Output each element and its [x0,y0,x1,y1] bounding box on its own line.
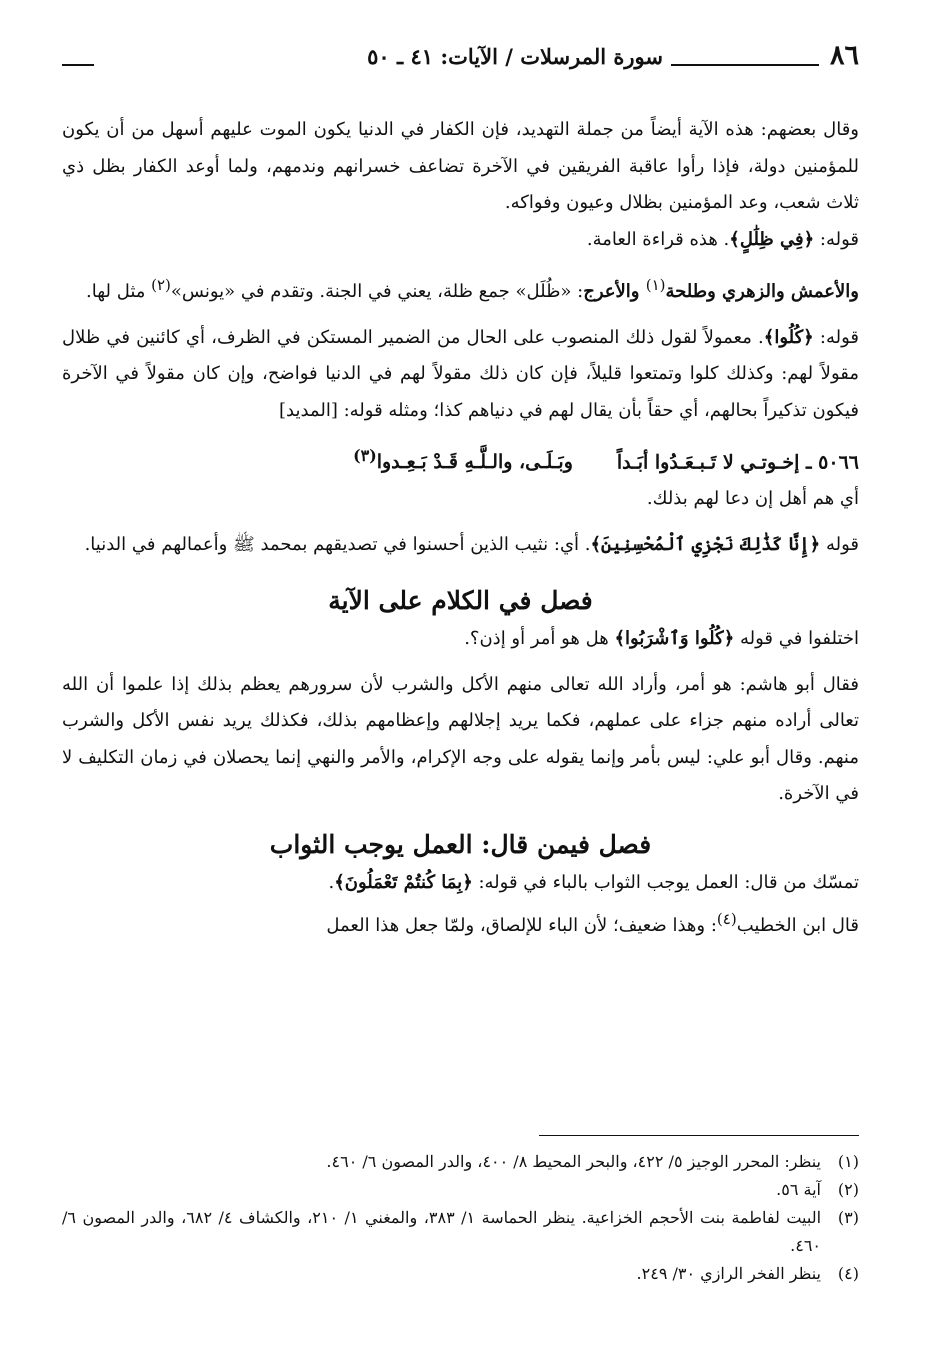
quran-quote: ﴿إِنَّا كَذَٰلِكَ نَجْزِي ٱلْمُحْسِنِينَ﴾ [590,533,821,555]
footnote-ref-2: (٢) [151,276,171,294]
footnote [62,1204,859,1260]
paragraph-5: أي هم أهل إن دعا لهم بذلك. [646,488,859,510]
quran-quote: ﴿كُلُوا وَٱشْرَبُوا﴾ [614,628,735,650]
footnote-ref-4: (٤) [716,910,737,929]
footnote-text: آية ٥٦. [776,1180,821,1199]
paragraph-3: والأعمش والزهري وطلحة$^{(١)}$ والأعرج: «ظُلَل» جمع ظلة، يعني في الجنة. وتقدم في «يونس»$^{(٢)}$ مثل لها. [85,276,859,302]
paragraph-10: قال ابن الخطيب$^{(٤)}$: وهذا ضعيف؛ لأن الباء للإلصاق، ولمّا جعل هذا العمل [326,910,859,937]
running-header [62,38,859,78]
quran-quote: ﴿بِمَا كُنتُمْ تَعْمَلُونَ﴾ [334,871,473,893]
section-heading-1: فصل في الكلام على الآية [328,586,593,616]
footnote-number: (١) [837,1152,859,1171]
footnotes [62,1148,859,1288]
footnote-number: (٣) [837,1208,859,1227]
footnote-text: ينظر: المحرر الوجيز ٥/ ٤٢٢، والبحر المحيط ٨/ ٤٠٠، والدر المصون ٦/ ٤٦٠. [326,1152,821,1171]
footnote-separator [539,1135,859,1136]
main-text [62,112,859,945]
header-rule [671,64,819,66]
header-title: سورة المرسلات / الآيات: ٤١ ـ ٥٠ [367,44,663,69]
paragraph-1: وقال بعضهم: هذه الآية أيضاً من جملة التهديد، فإن الكفار في الدنيا يكون الموت عليهم أسهل من أن يكون للمؤمنين دولة، فإذا رأوا عاقبة الفريقين في الآخرة تضاعف خسرانهم وندمهم، ولما أوعد الكفار بظل ذي ثلاث شعب، وعد المؤمنين بظلال وعيون وفواكه. [62,119,859,213]
paragraph-8: فقال أبو هاشم: هو أمر، وأراد الله تعالى منهم الأكل والشرب لأن سرورهم يعظم بذلك إذا علموا أن الله تعالى أراده منهم جزاء على عملهم، فكما يريد إجلالهم وإعظامهم بذلك، فكذلك يريد نفس الأكل والشرب منهم. وقال أبو علي: ليس بأمر وإنما يقوله على وجه الإكرام، والأمر والنهي إنما يحصلان في زمان التكليف لا في الآخرة. [62,673,859,805]
footnote [62,1148,859,1176]
verse-second-hemistich: وبَـلَـى، والـلَّـهِ قَـدْ بَـعِـدوا [376,451,573,474]
footnote-ref-3: (٣) [353,446,377,465]
section-heading-2: فصل فيمن قال: العمل يوجب الثواب [269,829,652,859]
paragraph-9: تمسّك من قال: العمل يوجب الثواب بالباء في قوله: ﴿بِمَا كُنتُمْ تَعْمَلُونَ﴾. [328,871,859,893]
paragraph-6: قوله ﴿إِنَّا كَذَٰلِكَ نَجْزِي ٱلْمُحْسِنِينَ﴾. أي: نثيب الذين أحسنوا في تصديقهم بمحمد ﷺ وأعمالهم في الدنيا. [84,533,859,555]
quran-quote: ﴿فِي ظِلَٰلٍ﴾ [729,228,815,250]
footnote-number: (٤) [837,1264,859,1283]
footnote-text: البيت لفاطمة بنت الأحجم الخزاعية. ينظر الحماسة ١/ ٣٨٣، والمغني ١/ ٢١٠، والكشاف ٤/ ٦٨٢، والدر المصون ٦/ ٤٦٠. [62,1208,822,1255]
quran-quote: ﴿كُلُوا﴾ [763,326,814,348]
paragraph-7: اختلفوا في قوله ﴿كُلُوا وَٱشْرَبُوا﴾ هل هو أمر أو إذن؟. [464,628,859,650]
header-rule-end [62,64,94,66]
footnote [62,1176,859,1204]
paragraph-2: قوله: ﴿فِي ظِلَٰلٍ﴾. هذه قراءة العامة. [586,228,859,250]
page-number: ٨٦ [829,40,859,71]
paragraph-4: قوله: ﴿كُلُوا﴾. معمولاً لقول ذلك المنصوب على الحال من الضمير المستكن في الظرف، أي كائنين في ظلال مقولاً لهم: وكذلك كلوا وتمتعوا قليلاً، فإن كان ذلك مقولاً لهم في الدنيا فواضح، وإن كان مقولاً في الآخرة فيكون تذكيراً بحالهم، أي حقاً بأن يقال لهم في دنياهم كذا؛ ومثله قوله: [المديد] [62,326,859,421]
footnote-text: ينظر الفخر الرازي ٣٠/ ٢٤٩. [636,1264,821,1283]
footnote [62,1260,859,1288]
footnote-number: (٢) [837,1180,859,1199]
footnote-ref-1: (١) [645,276,666,294]
poetry-verse [62,437,859,481]
verse-first-hemistich: ٥٠٦٦ ـ إخـوتـي لا تَـبـعَـدُوا أبَـداً [616,451,859,474]
